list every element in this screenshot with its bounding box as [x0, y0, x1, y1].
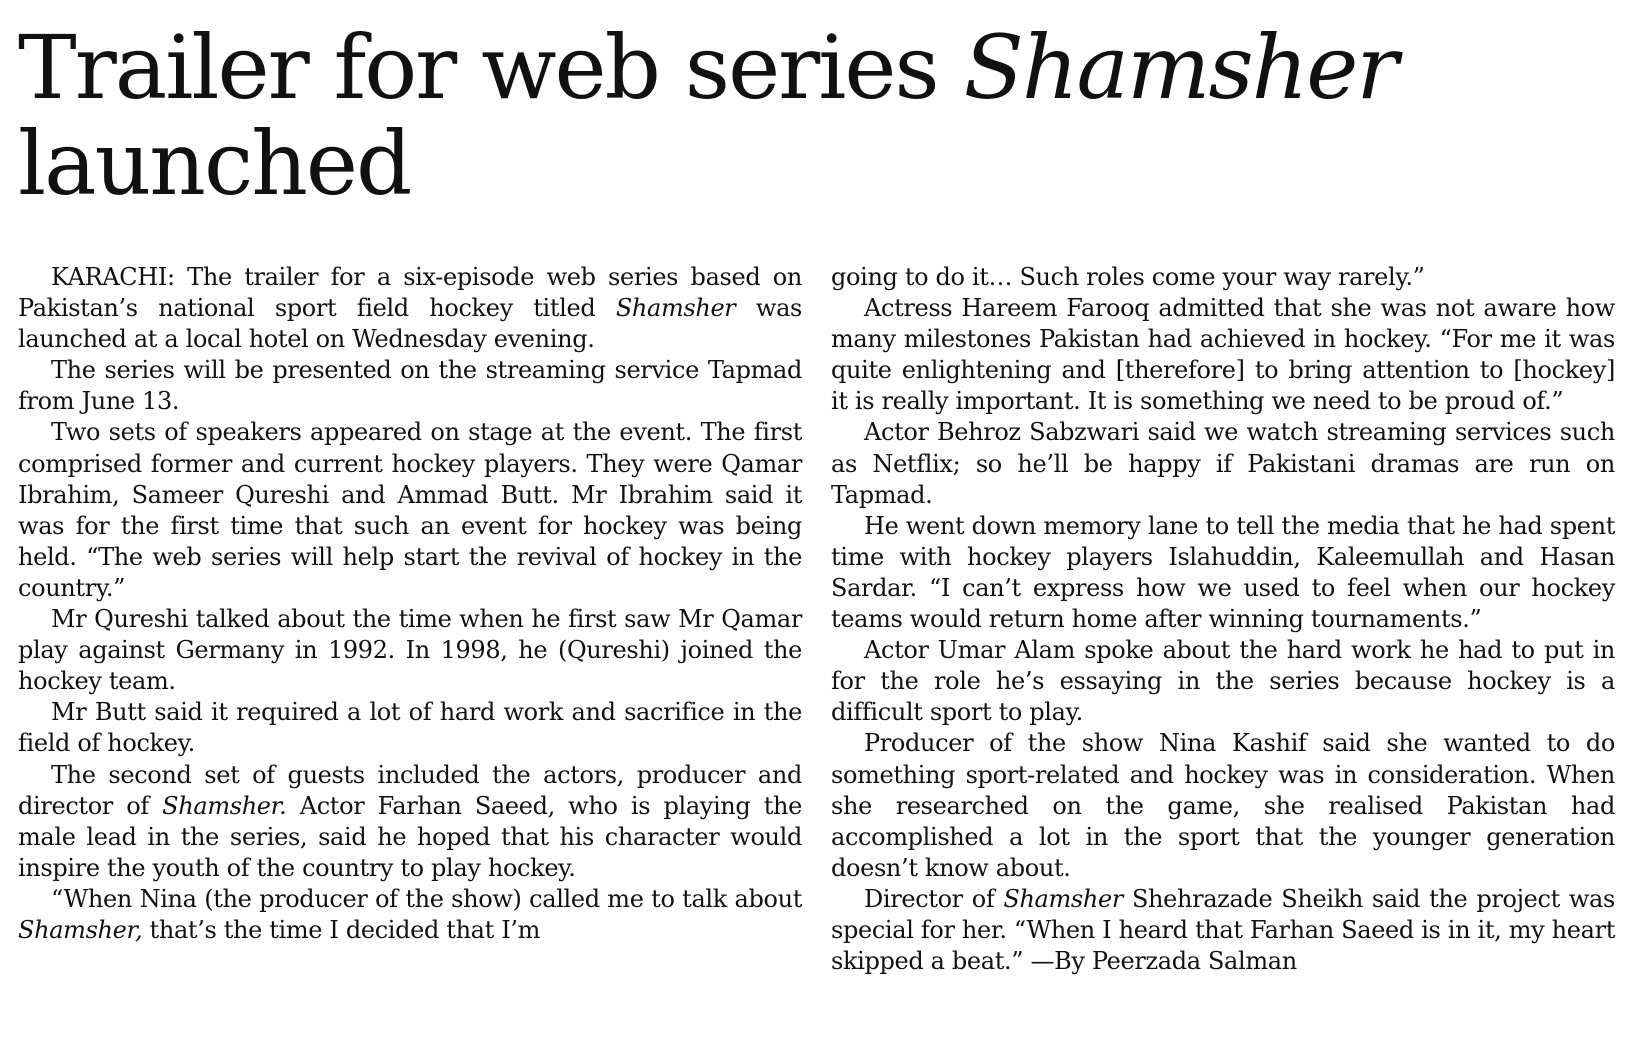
headline-text: Trailer for web series: [18, 16, 964, 119]
paragraph: Actor Umar Alam spoke about the hard work he had to put in for the role he’s essaying in the series because hockey is a difficult sport to play.: [831, 636, 1615, 727]
paragraph-text: that’s the time I decided that I’m: [142, 915, 541, 944]
paragraph-text: “When Nina (the producer of the show) called me to talk about: [51, 884, 802, 913]
paragraph: [18, 884, 802, 946]
series-title-italic: Shamsher,: [18, 915, 143, 944]
paragraph-text: Director of: [864, 884, 1004, 913]
paragraph: [831, 884, 1615, 977]
series-title-italic: Shamsher: [1003, 884, 1123, 913]
headline-text-end: launched: [18, 112, 411, 215]
paragraph: Actress Hareem Farooq admitted that she was not aware how many milestones Pakistan had achieved in hockey. “For me it was quite enlightening and [therefore] to bring attention to [hockey] it is really important. It is something we need to be proud of.”: [831, 294, 1615, 416]
paragraph-text: KARACHI: The trailer for a six-episode web series based on Pakistan’s national sport field hockey titled: [18, 263, 802, 323]
series-title-italic: Shamsher: [615, 294, 736, 323]
paragraph-text: was launched at a local hotel on Wednesday evening.: [18, 294, 802, 354]
paragraph: Two sets of speakers appeared on stage at the event. The first comprised former and current hockey players. They were Qamar Ibrahim, Sameer Qureshi and Ammad Butt. Mr Ibrahim said it was for the first time that such an event for hockey was being held. “The web series will help start the revival of hockey in the country.”: [18, 418, 802, 602]
paragraph: Mr Butt said it required a lot of hard work and sacrifice in the field of hockey.: [18, 698, 802, 758]
paragraph-text: The second set of guests included the actors, producer and director of: [18, 760, 802, 820]
article-column-right: [831, 262, 1615, 977]
headline-series-title: Shamsher: [963, 16, 1397, 119]
series-title-italic: Shamsher.: [162, 791, 287, 820]
paragraph: Producer of the show Nina Kashif said she wanted to do something sport-related and hockey was in consideration. When she researched on the game, she realised Pakistan had accomplished a lot in the sport that the younger generation doesn’t know about.: [831, 729, 1615, 882]
article-column-left: [18, 262, 802, 946]
paragraph: The series will be presented on the streaming service Tapmad from June 13.: [18, 356, 802, 416]
paragraph: [18, 262, 802, 355]
headline: [18, 16, 1608, 215]
paragraph-continuation: going to do it… Such roles come your way rarely.”: [831, 263, 1425, 291]
paragraph: He went down memory lane to tell the media that he had spent time with hockey players Islahuddin, Kaleemullah and Hasan Sardar. “I can’t express how we used to feel when our hockey teams would return home after winning tournaments.”: [831, 511, 1615, 634]
paragraph: [18, 760, 802, 884]
paragraph: Mr Qureshi talked about the time when he first saw Mr Qamar play against Germany in 1992. In 1998, he (Qureshi) joined the hockey team.: [18, 605, 802, 696]
paragraph-text: Shehrazade Sheikh said the project was special for her. “When I heard that Farhan Saeed is in it, my heart skipped a beat.” —By Peerzada Salman: [831, 884, 1615, 976]
paragraph: Actor Behroz Sabzwari said we watch streaming services such as Netflix; so he’ll be happy if Pakistani dramas are run on Tapmad.: [831, 418, 1615, 509]
paragraph-text: Actor Farhan Saeed, who is playing the male lead in the series, said he hoped that his character would inspire the youth of the country to play hockey.: [18, 791, 802, 882]
